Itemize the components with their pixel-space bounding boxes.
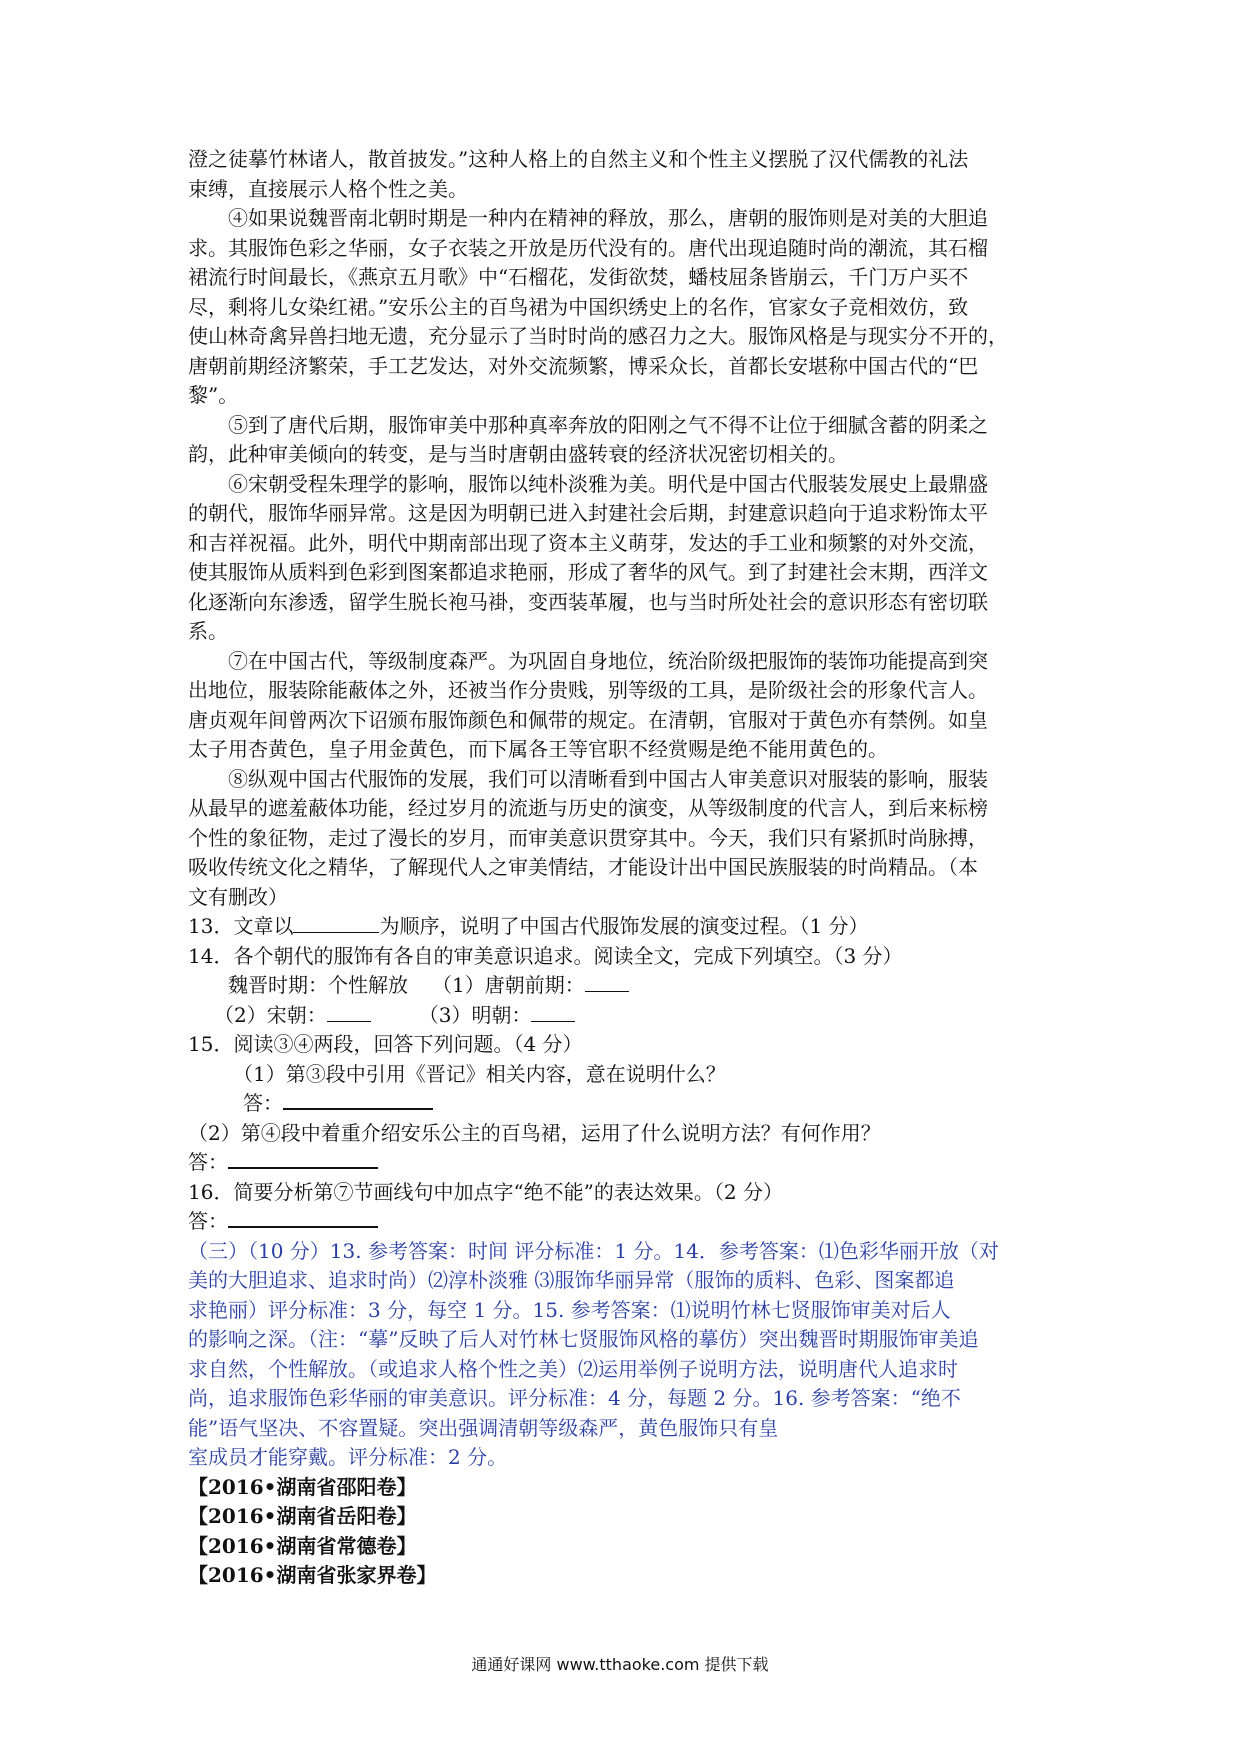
paragraph-7 [188, 647, 1058, 765]
text-line: ⑦在中国古代，等级制度森严。为巩固自身地位，统治阶级把服饰的装饰功能提高到突 [228, 648, 988, 673]
document-page [188, 145, 1058, 1591]
answer-line-text: 能”语气坚决、不容置疑。突出强调清朝等级森严，黄色服饰只有皇 [188, 1415, 779, 1440]
answer-line[interactable] [283, 1092, 433, 1110]
text-line: 求。其服饰色彩之华丽，女子衣装之开放是历代没有的。唐代出现追随时尚的潮流，其石榴 [188, 235, 988, 260]
text-line: 使山林奇禽异兽扫地无遗，充分显示了当时时尚的感召力之大。服饰风格是与现实分不开的， [188, 324, 1008, 348]
exam-heading: 【2016•湖南省张家界卷】 [188, 1563, 437, 1587]
text-line: 太子用杏黄色，皇子用金黄色，而下属各王等官职不经赏赐是绝不能用黄色的。 [188, 737, 888, 761]
paragraph-8 [188, 765, 1058, 913]
question-15-1: （1）第③段中引用《晋记》相关内容，意在说明什么？ [233, 1061, 726, 1086]
text-line: 化逐渐向东渗透，留学生脱长袍马褂，变西装革履，也与当时所处社会的意识形态有密切联 [188, 589, 988, 614]
text-line: 系。 [188, 619, 228, 643]
answer-line-text: 室成员才能穿戴。评分标准：2 分。 [188, 1445, 508, 1469]
paragraph-3-tail [188, 145, 1058, 204]
text-line: 束缚，直接展示人格个性之美。 [188, 176, 468, 201]
answer-line-text: （三）（10 分）13. 参考答案：时间 评分标准：1 分。14．参考答案：⑴色彩华丽开放（对 [188, 1238, 999, 1263]
text-line: ⑤到了唐代后期，服饰审美中那种真率奔放的阳刚之气不得不让位于细腻含蓄的阴柔之 [228, 412, 988, 437]
question-15-2: （2）第④段中着重介绍安乐公主的百鸟裙，运用了什么说明方法？有何作用？ [188, 1120, 881, 1145]
exam-headings [188, 1473, 1058, 1591]
question-14-item-1: （1）唐朝前期： [432, 973, 585, 997]
question-15-1-answer [188, 1089, 1058, 1119]
text-line: 尽，剩将儿女染红裙。”安乐公主的百鸟裙为中国织绣史上的名作，官家女子竞相效仿，致 [188, 294, 969, 319]
question-14-weijin: 魏晋时期：个性解放 [228, 973, 408, 997]
answer-line-text: 求艳丽）评分标准：3 分，每空 1 分。15. 参考答案：⑴说明竹林七贤服饰审美对后人 [188, 1297, 951, 1322]
answer-label: 答： [188, 1150, 228, 1174]
text-line: 的朝代，服饰华丽异常。这是因为明朝已进入封建社会后期，封建意识趋向于追求粉饰太平 [188, 501, 988, 525]
answer-blank[interactable] [585, 975, 629, 992]
question-15: 15．阅读③④两段，回答下列问题。（4 分） [188, 1032, 583, 1056]
text-line: ⑧纵观中国古代服饰的发展，我们可以清晰看到中国古人审美意识对服装的影响，服装 [228, 766, 988, 791]
question-16-answer [188, 1207, 1058, 1237]
exam-heading: 【2016•湖南省邵阳卷】 [188, 1474, 417, 1499]
text-line: 韵，此种审美倾向的转变，是与当时唐朝由盛转衰的经济状况密切相关的。 [188, 442, 848, 466]
answer-line-text: 的影响之深。（注：“摹”反映了后人对竹林七贤服饰风格的摹仿）突出魏晋时期服饰审美追 [188, 1327, 979, 1351]
question-14: 14．各个朝代的服饰有各自的审美意识追求。阅读全文，完成下列填空。（3 分） [188, 943, 903, 968]
question-14-item-3: （3）明朝： [418, 1002, 532, 1027]
questions-section [188, 912, 1058, 1237]
answer-label: 答： [188, 1209, 228, 1233]
question-13 [188, 912, 1058, 942]
text-line: 从最早的遮羞蔽体功能，经过岁月的流逝与历史的演变，从等级制度的代言人，到后来标榜 [188, 796, 988, 820]
answer-line-text: 尚，追求服饰色彩华丽的审美意识。评分标准：4 分，每题 2 分。16. 参考答案：“绝不 [188, 1386, 961, 1410]
question-13-suffix: 为顺序，说明了中国古代服饰发展的演变过程。（1 分） [379, 914, 869, 938]
text-line: 裙流行时间最长，《燕京五月歌》中“石榴花，发街欲焚，蟠枝屈条皆崩云，千门万户买不 [188, 265, 969, 289]
answer-blank[interactable] [327, 1005, 371, 1022]
answer-line[interactable] [228, 1151, 378, 1169]
text-line: 唐朝前期经济繁荣，手工艺发达，对外交流频繁，博采众长，首都长安堪称中国古代的“巴 [188, 353, 979, 378]
paragraph-6 [188, 470, 1058, 647]
text-line: 黎”。 [188, 383, 239, 407]
question-14-item-2: （2）宋朝： [214, 1002, 327, 1027]
question-13-prefix: 13．文章以 [188, 914, 294, 938]
question-16: 16．简要分析第⑦节画线句中加点字“绝不能”的表达效果。（2 分） [188, 1179, 783, 1204]
text-line: ⑥宋朝受程朱理学的影响，服饰以纯朴淡雅为美。明代是中国古代服装发展史上最鼎盛 [228, 471, 988, 496]
exam-heading: 【2016•湖南省岳阳卷】 [188, 1504, 417, 1528]
text-line: 吸收传统文化之精华，了解现代人之审美情结，才能设计出中国民族服装的时尚精品。（本 [188, 855, 978, 879]
page-footer: 通通好课网 www.tthaoke.com 提供下载 [471, 1655, 769, 1674]
paragraph-4 [188, 204, 1058, 411]
reference-answers [188, 1237, 1058, 1473]
answer-line-text: 求自然，个性解放。（或追求人格个性之美）⑵运用举例子说明方法，说明唐代人追求时 [188, 1356, 958, 1381]
question-15-2-answer [188, 1148, 1058, 1178]
text-line: 个性的象征物，走过了漫长的岁月，而审美意识贯穿其中。今天，我们只有紧抓时尚脉搏， [188, 825, 988, 850]
text-line: 文有删改） [188, 884, 288, 909]
answer-label: 答： [243, 1091, 283, 1115]
text-line: 澄之徒摹竹林诸人，散首披发。”这种人格上的自然主义和个性主义摆脱了汉代儒教的礼法 [188, 147, 969, 171]
text-line: 使其服饰从质料到色彩到图案都追求艳丽，形成了奢华的风气。到了封建社会末期，西洋文 [188, 560, 988, 584]
text-line: 出地位，服装除能蔽体之外，还被当作分贵贱，别等级的工具，是阶级社会的形象代言人。 [188, 678, 988, 702]
text-line: ④如果说魏晋南北朝时期是一种内在精神的释放，那么，唐朝的服饰则是对美的大胆追 [228, 206, 988, 230]
answer-line-text: 美的大胆追求、追求时尚）⑵淳朴淡雅 ⑶服饰华丽异常（服饰的质料、色彩、图案都追 [188, 1268, 955, 1292]
answer-blank[interactable] [531, 1005, 575, 1022]
question-14-row-1 [188, 971, 1058, 1001]
paragraph-5 [188, 411, 1058, 470]
answer-line[interactable] [228, 1210, 378, 1228]
question-14-row-2 [188, 1001, 1058, 1031]
text-line: 唐贞观年间曾两次下诏颁布服饰颜色和佩带的规定。在清朝，官服对于黄色亦有禁例。如皇 [188, 707, 988, 732]
text-line: 和吉祥祝福。此外，明代中期南部出现了资本主义萌芽，发达的手工业和频繁的对外交流， [188, 530, 988, 555]
answer-blank[interactable] [293, 916, 379, 933]
exam-heading: 【2016•湖南省常德卷】 [188, 1533, 417, 1558]
